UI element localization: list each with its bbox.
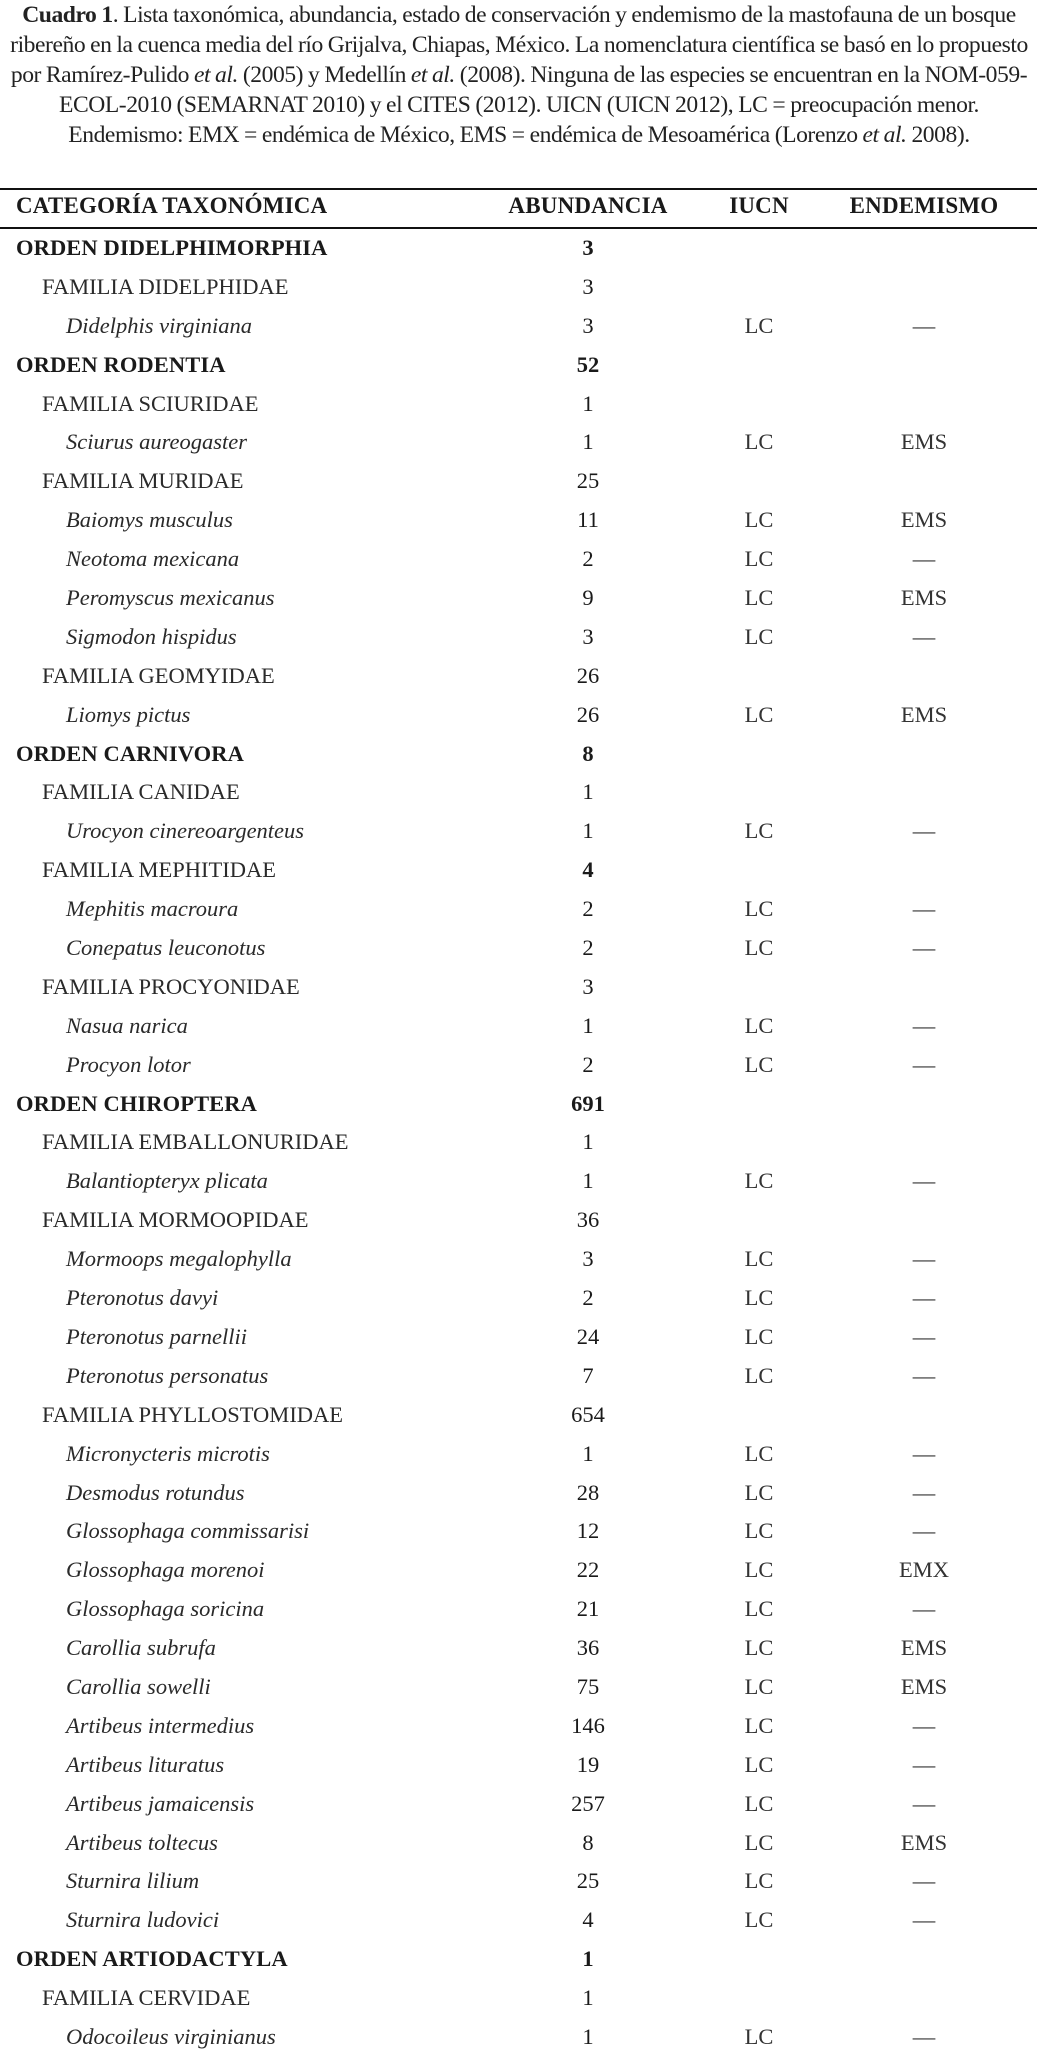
abundance-value: 1 [582, 390, 594, 416]
table-row-order [0, 229, 1037, 268]
table-row-species [0, 1901, 1037, 1940]
abundance-value: 2 [582, 896, 594, 922]
table-body [0, 229, 1037, 2057]
taxon-name: FAMILIA DIDELPHIDAE [42, 273, 289, 299]
iucn-status: LC [744, 585, 774, 611]
taxon-name: Artibeus intermedius [66, 1712, 255, 1738]
taxon-name: Artibeus toltecus [66, 1829, 218, 1855]
caption-text: . Lista taxonómica, abundancia, estado de conservación y endemismo de la mastofauna de un bosque ribereño en la cuenca media del río Grijalva, Chiapas, México. La nomenclatura científica se basó en lo propuesto por Ramírez-Pulido [10, 2, 1028, 88]
iucn-status: LC [744, 623, 774, 649]
table-row-species [0, 2018, 1037, 2057]
table-row-family [0, 462, 1037, 501]
endemism-status: — [912, 623, 936, 649]
table-row-species [0, 1279, 1037, 1318]
endemism-status: — [912, 1168, 936, 1194]
endemism-status: — [912, 1868, 936, 1894]
header-category: CATEGORÍA TAXONÓMICA [16, 193, 328, 218]
taxon-name: Pteronotus parnellii [66, 1323, 248, 1349]
abundance-value: 36 [576, 1207, 600, 1233]
table-row-species [0, 1629, 1037, 1668]
taxon-name: Glossophaga soricina [66, 1596, 265, 1622]
table-row-family [0, 1396, 1037, 1435]
abundance-value: 1 [582, 1129, 594, 1155]
taxon-name: Glossophaga commissarisi [66, 1518, 310, 1544]
abundance-value: 2 [582, 1051, 594, 1077]
abundance-value: 1 [582, 818, 594, 844]
table-row-species [0, 579, 1037, 618]
taxon-name: Artibeus jamaicensis [66, 1790, 255, 1816]
iucn-status: LC [744, 1518, 774, 1544]
taxon-name: Balantiopteryx plicata [66, 1168, 268, 1194]
iucn-status: LC [744, 312, 774, 338]
taxon-name: FAMILIA MURIDAE [42, 468, 244, 494]
table-row-family [0, 1979, 1037, 2018]
endemism-status: — [912, 1907, 936, 1933]
abundance-value: 36 [576, 1635, 600, 1661]
table-row-family [0, 773, 1037, 812]
abundance-value: 75 [576, 1673, 600, 1699]
caption-text: 2008). [906, 122, 970, 148]
caption-text: (2005) y Medellín [237, 62, 411, 88]
abundance-value: 9 [582, 585, 594, 611]
taxon-name: FAMILIA PHYLLOSTOMIDAE [42, 1401, 344, 1427]
abundance-value: 3 [582, 1246, 594, 1272]
endemism-status: — [912, 896, 936, 922]
abundance-value: 26 [576, 662, 600, 688]
iucn-status: LC [744, 1362, 774, 1388]
iucn-status: LC [744, 1907, 774, 1933]
table-row-species [0, 1318, 1037, 1357]
abundance-value: 2 [582, 935, 594, 961]
abundance-value: 1 [582, 2023, 594, 2049]
abundance-value: 654 [571, 1401, 605, 1427]
table-caption [6, 0, 1032, 150]
iucn-status: LC [744, 507, 774, 533]
iucn-status: LC [744, 1285, 774, 1311]
endemism-status: — [912, 312, 936, 338]
table-row-species [0, 1357, 1037, 1396]
iucn-status: LC [744, 818, 774, 844]
table-row-order [0, 735, 1037, 774]
taxon-name: Conepatus leuconotus [66, 935, 266, 961]
header-endemism: ENDEMISMO [849, 193, 999, 218]
taxon-name: ORDEN ARTIODACTYLA [16, 1946, 288, 1972]
endemism-status: — [912, 1479, 936, 1505]
table-row-species [0, 1707, 1037, 1746]
taxon-name: Odocoileus virginianus [66, 2023, 276, 2049]
iucn-status: LC [744, 1829, 774, 1855]
abundance-value: 8 [582, 740, 594, 766]
caption-etal: et al. [862, 122, 907, 148]
table-row-species [0, 1551, 1037, 1590]
table-row-family [0, 268, 1037, 307]
taxon-name: Urocyon cinereoargenteus [66, 818, 305, 844]
taxon-name: FAMILIA CERVIDAE [42, 1985, 251, 2011]
table-row-species [0, 1512, 1037, 1551]
iucn-status: LC [744, 546, 774, 572]
caption-label: Cuadro 1 [22, 2, 113, 28]
table-row-species [0, 1785, 1037, 1824]
endemism-status: — [912, 1751, 936, 1777]
header-abundance: ABUNDANCIA [508, 193, 668, 218]
abundance-value: 1 [582, 1440, 594, 1466]
endemism-status: — [912, 2023, 936, 2049]
taxon-name: Nasua narica [66, 1012, 188, 1038]
taxon-name: Sturnira lilium [66, 1868, 200, 1894]
table-row-family [0, 385, 1037, 424]
abundance-value: 2 [582, 1285, 594, 1311]
taxon-name: FAMILIA PROCYONIDAE [42, 973, 300, 999]
table-row-species [0, 1240, 1037, 1279]
endemism-status: — [912, 1596, 936, 1622]
taxon-name: ORDEN CHIROPTERA [16, 1090, 257, 1116]
iucn-status: LC [744, 1168, 774, 1194]
table-row-species [0, 618, 1037, 657]
taxon-name: ORDEN CARNIVORA [16, 740, 244, 766]
iucn-status: LC [744, 1479, 774, 1505]
taxon-name: Artibeus lituratus [66, 1751, 225, 1777]
taxon-name: Pteronotus davyi [66, 1285, 219, 1311]
taxon-name: Mormoops megalophylla [66, 1246, 292, 1272]
endemism-status: — [912, 1012, 936, 1038]
table-row-species [0, 1007, 1037, 1046]
endemism-status: — [912, 1051, 936, 1077]
endemism-status: EMS [900, 507, 948, 533]
endemism-status: EMS [900, 585, 948, 611]
table-row-species [0, 812, 1037, 851]
abundance-value: 12 [576, 1518, 600, 1544]
taxon-name: Glossophaga morenoi [66, 1557, 265, 1583]
table-row-order [0, 1085, 1037, 1124]
table-row-species [0, 540, 1037, 579]
table-row-species [0, 501, 1037, 540]
abundance-value: 1 [582, 1985, 594, 2011]
table-row-species [0, 1435, 1037, 1474]
table-header [0, 193, 1037, 225]
endemism-status: — [912, 1246, 936, 1272]
iucn-status: LC [744, 1051, 774, 1077]
abundance-value: 3 [582, 312, 594, 338]
iucn-status: LC [744, 701, 774, 727]
abundance-value: 1 [582, 779, 594, 805]
taxon-name: FAMILIA GEOMYIDAE [42, 662, 275, 688]
iucn-status: LC [744, 429, 774, 455]
table-row-species [0, 307, 1037, 346]
taxon-name: FAMILIA EMBALLONURIDAE [42, 1129, 349, 1155]
endemism-status: EMS [900, 429, 948, 455]
table-row-family [0, 1201, 1037, 1240]
header-iucn: IUCN [729, 193, 789, 218]
endemism-status: — [912, 818, 936, 844]
endemism-status: — [912, 935, 936, 961]
table-row-species [0, 1474, 1037, 1513]
abundance-value: 21 [576, 1596, 600, 1622]
endemism-status: — [912, 1362, 936, 1388]
abundance-value: 7 [582, 1362, 594, 1388]
endemism-status: — [912, 1440, 936, 1466]
abundance-value: 1 [582, 1012, 594, 1038]
abundance-value: 24 [576, 1323, 600, 1349]
abundance-value: 3 [582, 273, 594, 299]
table-row-species [0, 1590, 1037, 1629]
table-row-species [0, 696, 1037, 735]
abundance-value: 3 [582, 623, 594, 649]
abundance-value: 1 [582, 429, 594, 455]
table-row-species [0, 1746, 1037, 1785]
taxon-name: Baiomys musculus [66, 507, 233, 533]
abundance-value: 8 [582, 1829, 594, 1855]
caption-text: (2008). Ninguna de las especies se encuentran en la NOM-059-ECOL-2010 (SEMARNAT 2010) y el CITES (2012). UICN (UICN 2012), LC = preocupación menor. Endemismo: EMX = endémica de México, EMS = endémica de Mesoamérica (Lorenzo [58, 62, 1028, 148]
iucn-status: LC [744, 1012, 774, 1038]
taxon-name: Desmodus rotundus [66, 1479, 245, 1505]
table-row-order [0, 1940, 1037, 1979]
abundance-value: 28 [576, 1479, 600, 1505]
taxon-name: Sigmodon hispidus [66, 623, 237, 649]
endemism-status: — [912, 1790, 936, 1816]
endemism-status: — [912, 1285, 936, 1311]
endemism-status: EMS [900, 1635, 948, 1661]
taxon-name: Micronycteris microtis [66, 1440, 270, 1466]
iucn-status: LC [744, 1712, 774, 1738]
abundance-value: 4 [582, 857, 594, 883]
abundance-value: 22 [576, 1557, 600, 1583]
taxon-name: Mephitis macroura [66, 896, 239, 922]
iucn-status: LC [744, 1440, 774, 1466]
table-row-species [0, 1668, 1037, 1707]
taxon-name: Pteronotus personatus [66, 1362, 269, 1388]
abundance-value: 3 [582, 973, 594, 999]
endemism-status: — [912, 546, 936, 572]
endemism-status: — [912, 1518, 936, 1544]
iucn-status: LC [744, 1557, 774, 1583]
abundance-value: 146 [571, 1712, 605, 1738]
table-row-family [0, 1123, 1037, 1162]
table-row-species [0, 890, 1037, 929]
table-row-species [0, 929, 1037, 968]
table-row-species [0, 423, 1037, 462]
taxon-name: Carollia subrufa [66, 1635, 216, 1661]
table-row-family [0, 851, 1037, 890]
taxon-name: Carollia sowelli [66, 1673, 211, 1699]
table-row-family [0, 968, 1037, 1007]
abundance-value: 3 [582, 235, 594, 260]
abundance-value: 4 [582, 1907, 594, 1933]
taxon-name: Peromyscus mexicanus [66, 585, 275, 611]
caption-etal: et al. [193, 62, 238, 88]
taxon-name: Sciurus aureogaster [66, 429, 248, 455]
iucn-status: LC [744, 1790, 774, 1816]
abundance-value: 11 [577, 507, 599, 533]
table-row-species [0, 1046, 1037, 1085]
abundance-value: 25 [576, 468, 600, 494]
endemism-status: EMS [900, 1673, 948, 1699]
abundance-value: 1 [582, 1946, 594, 1972]
taxon-name: ORDEN DIDELPHIMORPHIA [16, 235, 328, 260]
table-top-rule [0, 188, 1037, 190]
abundance-value: 2 [582, 546, 594, 572]
iucn-status: LC [744, 1673, 774, 1699]
iucn-status: LC [744, 935, 774, 961]
taxon-name: FAMILIA CANIDAE [42, 779, 240, 805]
iucn-status: LC [744, 1246, 774, 1272]
iucn-status: LC [744, 2023, 774, 2049]
iucn-status: LC [744, 1635, 774, 1661]
taxon-name: FAMILIA MEPHITIDAE [42, 857, 276, 883]
abundance-value: 26 [576, 701, 600, 727]
endemism-status: — [912, 1712, 936, 1738]
taxon-name: Didelphis virginiana [66, 312, 253, 338]
taxon-name: Sturnira ludovici [66, 1907, 220, 1933]
taxon-name: FAMILIA MORMOOPIDAE [42, 1207, 309, 1233]
table-row-species [0, 1824, 1037, 1863]
endemism-status: EMS [900, 1829, 948, 1855]
table-row-species [0, 1162, 1037, 1201]
abundance-value: 257 [571, 1790, 605, 1816]
iucn-status: LC [744, 1596, 774, 1622]
abundance-value: 52 [576, 351, 600, 377]
abundance-value: 19 [576, 1751, 600, 1777]
iucn-status: LC [744, 1751, 774, 1777]
abundance-value: 1 [582, 1168, 594, 1194]
taxon-name: Neotoma mexicana [66, 546, 240, 572]
iucn-status: LC [744, 896, 774, 922]
taxon-name: Procyon lotor [66, 1051, 191, 1077]
taxon-name: ORDEN RODENTIA [16, 351, 226, 377]
taxon-name: FAMILIA SCIURIDAE [42, 390, 259, 416]
taxon-name: Liomys pictus [66, 701, 191, 727]
endemism-status: EMS [900, 701, 948, 727]
abundance-value: 25 [576, 1868, 600, 1894]
table-row-family [0, 657, 1037, 696]
endemism-status: — [912, 1323, 936, 1349]
endemism-status: EMX [899, 1557, 949, 1583]
abundance-value: 691 [571, 1090, 605, 1116]
caption-etal: et al. [410, 62, 455, 88]
iucn-status: LC [744, 1868, 774, 1894]
iucn-status: LC [744, 1323, 774, 1349]
table-row-species [0, 1862, 1037, 1901]
table-row-order [0, 346, 1037, 385]
